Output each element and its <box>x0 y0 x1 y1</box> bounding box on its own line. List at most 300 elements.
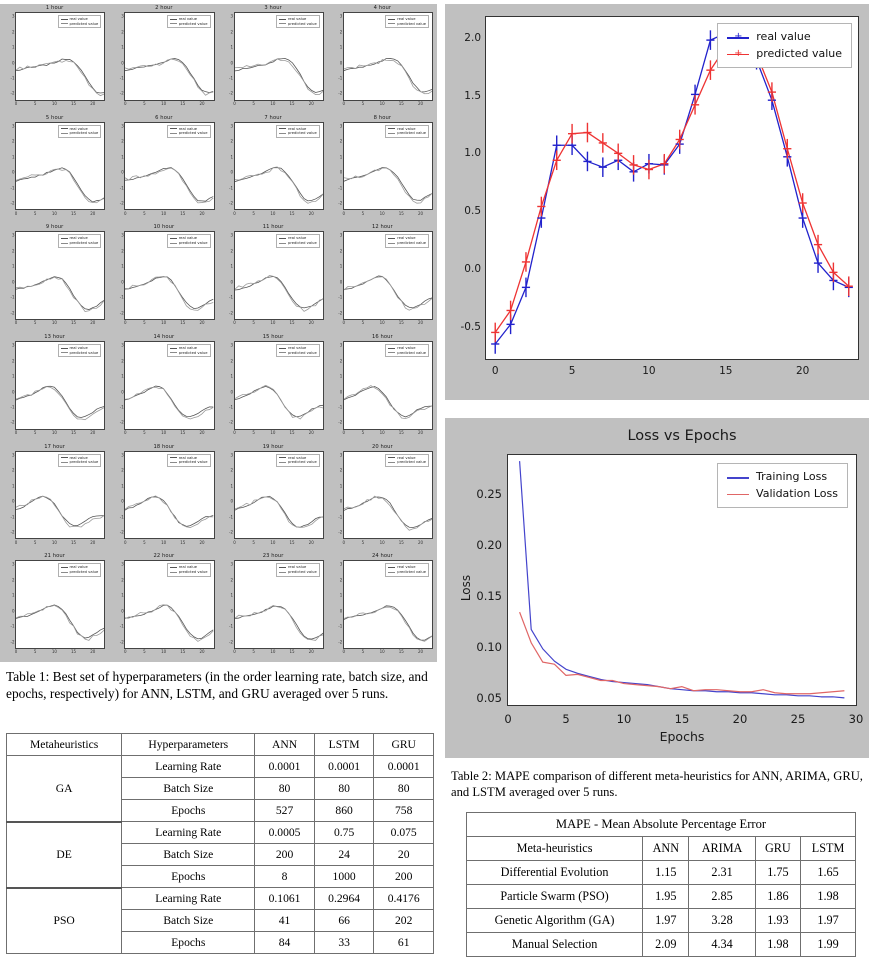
subplot-x-tick: 0 <box>342 101 346 107</box>
table1-row <box>7 822 434 844</box>
table1-cell: 80 <box>374 778 434 800</box>
subplot-x-tick: 20 <box>308 649 314 655</box>
subplot-x-tick: 10 <box>270 539 276 545</box>
subplot-x-tick: 20 <box>308 430 314 436</box>
subplot-x-tick: 20 <box>199 101 205 107</box>
subplot-x-tick: 20 <box>308 539 314 545</box>
subplot-legend-label: real value <box>397 236 416 241</box>
subplot-y-tick: 1 <box>230 483 233 489</box>
subplot-x-tick: 0 <box>233 539 236 545</box>
subplot-x-tick: 20 <box>199 649 205 655</box>
subplot-legend-entry <box>170 131 208 136</box>
table2-cell: 1.65 <box>801 861 856 885</box>
table2-cell: 1.86 <box>755 885 800 909</box>
table1-cell: Epochs <box>122 866 255 888</box>
subplot-legend-label: predicted value <box>69 350 99 355</box>
table1-cell: 0.4176 <box>374 888 434 910</box>
subplot-y-tick: 0 <box>230 60 233 66</box>
subplot-legend <box>167 15 211 28</box>
subplot-y-tick: -2 <box>10 529 15 535</box>
table1-cell: 80 <box>255 778 315 800</box>
predicted-value-line-swatch <box>61 23 68 24</box>
subplot-x-tick: 0 <box>14 320 18 326</box>
real-value-line-swatch <box>61 567 68 568</box>
table2-header-cell: LSTM <box>801 837 856 861</box>
subplot-y-tick: 2 <box>11 29 15 35</box>
legend-label-training-loss: Training Loss <box>756 470 828 483</box>
subplot-x-tick: 5 <box>252 320 255 326</box>
subplot-legend-entry <box>388 570 426 575</box>
table1-cell: Batch Size <box>122 778 255 800</box>
subplot-legend-label: real value <box>69 17 88 21</box>
predicted-value-line-swatch <box>388 23 395 24</box>
subplot-legend-label: real value <box>178 455 197 460</box>
subplot-legend <box>58 344 102 357</box>
table1-cell: Epochs <box>122 800 255 822</box>
subplot-y-tick: -1 <box>119 623 124 629</box>
subplot-title: 14 hour <box>153 333 175 340</box>
subplot-x-tick: 10 <box>51 649 57 655</box>
subplot-y-tick: -1 <box>119 294 124 300</box>
loss-chart-x-tick: 15 <box>674 712 690 726</box>
subplot-y-tick: 2 <box>121 138 124 144</box>
subplot-title: 8 hour <box>373 114 392 121</box>
subplot-title: 16 hour <box>371 333 393 340</box>
subplot-legend-label: predicted value <box>397 240 426 245</box>
subplot-y-tick: 2 <box>230 248 233 254</box>
subplot-y-tick: 3 <box>11 342 15 348</box>
subplot-panel <box>0 443 109 553</box>
real-value-line-swatch <box>170 238 177 239</box>
subplot-x-tick: 0 <box>14 649 18 655</box>
subplot-panel <box>109 114 218 224</box>
real-value-line-swatch <box>279 19 286 20</box>
subplot-y-tick: 2 <box>339 248 343 254</box>
subplot-plot-area <box>119 122 214 216</box>
subplot-y-tick: 0 <box>11 608 15 614</box>
subplot-y-tick: -2 <box>229 90 233 96</box>
subplot-title: 3 hour <box>264 5 282 11</box>
subplot-legend-label: real value <box>288 236 307 241</box>
subplot-x-tick: 15 <box>71 430 77 436</box>
subplot-legend-label: real value <box>288 455 307 460</box>
table2-cell: 4.34 <box>689 933 755 957</box>
table2-cell: Differential Evolution <box>467 861 643 885</box>
subplot-x-tick: 20 <box>417 101 424 107</box>
table1-cell: 200 <box>374 866 434 888</box>
table1-cell: Batch Size <box>122 844 255 866</box>
table2-cell: 1.99 <box>801 933 856 957</box>
loss-chart-x-tick: 5 <box>562 712 570 726</box>
subplot-x-tick: 5 <box>33 649 37 655</box>
subplot-x-tick: 0 <box>342 320 346 326</box>
subplot-x-tick: 15 <box>398 649 404 655</box>
subplot-y-tick: 3 <box>230 232 233 238</box>
subplot-y-tick: 1 <box>11 44 15 50</box>
subplot-legend-label: predicted value <box>288 240 317 245</box>
real-value-line-swatch <box>388 19 395 20</box>
subplot-x-tick: 5 <box>252 649 255 655</box>
subplot-y-tick: -1 <box>119 514 124 520</box>
subplot-plot-area <box>229 122 324 216</box>
real-value-line-swatch <box>279 238 286 239</box>
subplot-x-tick: 5 <box>252 430 255 436</box>
predicted-value-line-swatch <box>170 462 177 463</box>
subplot-legend <box>385 454 429 467</box>
table1-cell: 860 <box>314 800 374 822</box>
subplot-x-tick: 0 <box>342 210 346 216</box>
subplot-x-tick: 0 <box>123 430 127 436</box>
table1-header-row <box>7 734 434 756</box>
subplot-y-tick: -2 <box>10 419 15 425</box>
subplot-y-tick: 1 <box>339 154 343 160</box>
subplot-x-tick: 15 <box>398 430 404 436</box>
subplot-y-tick: -1 <box>119 404 124 410</box>
subplot-legend <box>385 125 429 138</box>
predicted-value-line-swatch <box>61 462 68 463</box>
subplot-x-tick: 20 <box>417 430 424 436</box>
subplot-y-tick: 3 <box>230 123 233 129</box>
subplot-x-tick: 0 <box>233 430 236 436</box>
subplot-x-tick: 5 <box>361 210 365 216</box>
subplot-panel <box>328 333 437 443</box>
subplot-y-tick: -1 <box>229 294 233 300</box>
predicted-value-line-swatch <box>170 572 177 573</box>
subplot-x-tick: 10 <box>161 210 167 216</box>
subplot-legend <box>276 344 320 357</box>
subplot-x-tick: 15 <box>71 101 77 107</box>
loss-chart-x-tick: 25 <box>790 712 806 726</box>
subplot-y-tick: 2 <box>230 577 233 583</box>
subplot-x-tick: 5 <box>361 101 365 107</box>
table2-row <box>467 861 856 885</box>
table1-group-cell: PSO <box>7 888 122 954</box>
loss-vs-epochs-chart <box>445 418 869 758</box>
predicted-value-line-swatch <box>279 133 286 134</box>
subplot-y-tick: 3 <box>11 232 15 238</box>
subplot-x-tick: 15 <box>180 320 186 326</box>
table2-cell: 1.95 <box>643 885 689 909</box>
subplot-legend-label: predicted value <box>178 569 208 574</box>
loss-chart-y-axis-label: Loss <box>459 574 474 602</box>
subplot-legend-label: predicted value <box>69 131 99 136</box>
validation-loss-line-swatch <box>727 489 749 499</box>
predicted-value-line-swatch: + <box>727 49 749 59</box>
subplot-legend-label: predicted value <box>69 569 99 574</box>
legend-label-validation-loss: Validation Loss <box>756 486 838 500</box>
subplot-legend-label: real value <box>69 236 88 241</box>
subplot-y-tick: -1 <box>10 75 15 81</box>
subplot-x-tick: 5 <box>33 430 37 436</box>
subplot-legend-entry <box>170 351 208 356</box>
table2-cell: 2.31 <box>689 861 755 885</box>
subplot-panel <box>219 443 328 553</box>
predicted-value-line-swatch <box>61 352 68 353</box>
table1-cell: Learning Rate <box>122 756 255 778</box>
subplot-legend-entry <box>170 241 208 246</box>
real-value-line-swatch <box>61 19 68 20</box>
subplot-y-tick: 2 <box>230 467 233 473</box>
predicted-value-line-swatch <box>388 243 395 244</box>
table2-header-cell: Meta-heuristics <box>467 837 643 861</box>
table1-cell: 20 <box>374 844 434 866</box>
subplot-panel <box>109 443 218 553</box>
subplot-y-tick: 1 <box>230 44 233 50</box>
subplot-y-tick: -1 <box>10 294 15 300</box>
subplot-plot-area <box>10 122 105 216</box>
subplot-legend-label: real value <box>397 565 416 570</box>
subplot-legend <box>58 15 102 28</box>
subplot-x-tick: 5 <box>33 210 37 216</box>
subplot-panel <box>0 552 109 662</box>
table1-header-cell: GRU <box>374 734 434 756</box>
subplot-legend-entry <box>388 131 426 136</box>
subplot-y-tick: 1 <box>11 592 15 598</box>
subplot-y-tick: -1 <box>338 514 343 520</box>
subplot-y-tick: -2 <box>119 310 124 316</box>
subplot-x-tick: 20 <box>90 539 96 545</box>
subplot-legend <box>276 234 320 247</box>
subplot-y-tick: 1 <box>121 44 124 50</box>
subplot-y-tick: -1 <box>119 185 124 191</box>
subplot-y-tick: 3 <box>339 13 343 19</box>
real-value-line-swatch <box>170 457 177 458</box>
subplot-x-tick: 10 <box>161 649 167 655</box>
subplot-title: 22 hour <box>153 553 175 560</box>
main-chart-y-tick: 1.5 <box>464 89 481 102</box>
loss-chart-y-tick: 0.10 <box>476 639 502 654</box>
predicted-value-line-swatch <box>388 462 395 463</box>
subplot-legend-entry <box>279 351 317 356</box>
table1-cell: 200 <box>255 844 315 866</box>
subplot-x-tick: 20 <box>308 320 314 326</box>
subplot-x-tick: 10 <box>270 210 276 216</box>
table1-cell: 0.0001 <box>374 756 434 778</box>
subplot-x-tick: 20 <box>90 320 96 326</box>
subplot-y-tick: -2 <box>338 639 343 645</box>
subplot-y-tick: -2 <box>229 529 233 535</box>
table2-cell: 1.98 <box>755 933 800 957</box>
subplot-y-tick: 3 <box>230 561 233 567</box>
subplot-legend-label: predicted value <box>288 131 317 136</box>
subplot-y-tick: -1 <box>229 75 233 81</box>
main-chart-y-tick: 1.0 <box>464 147 481 160</box>
table1-cell: 0.0005 <box>255 822 315 844</box>
table2-cell: 1.15 <box>643 861 689 885</box>
table1-cell: 80 <box>314 778 374 800</box>
subplot-x-tick: 10 <box>161 539 167 545</box>
subplot-x-tick: 20 <box>90 210 96 216</box>
subplot-panel <box>328 114 437 224</box>
subplot-y-tick: 0 <box>230 389 233 394</box>
table1-cell: 84 <box>255 932 315 954</box>
subplot-legend-label: real value <box>288 345 307 350</box>
subplot-x-tick: 5 <box>33 320 37 326</box>
subplot-legend-entry <box>61 241 99 246</box>
real-value-line-swatch <box>61 128 68 129</box>
subplot-title: 10 hour <box>153 224 175 231</box>
subplot-title: 6 hour <box>155 114 173 121</box>
subplot-title: 18 hour <box>153 443 175 450</box>
loss-chart-y-tick: 0.20 <box>476 537 502 552</box>
subplot-legend-label: real value <box>288 126 307 131</box>
table1-cell: 202 <box>374 910 434 932</box>
predicted-value-line-swatch <box>388 352 395 353</box>
subplot-x-tick: 20 <box>199 430 205 436</box>
subplot-x-tick: 15 <box>289 430 295 436</box>
subplot-y-tick: -1 <box>338 185 343 191</box>
subplot-y-tick: -2 <box>338 419 343 425</box>
table1-cell: 61 <box>374 932 434 954</box>
subplot-panel <box>328 4 437 114</box>
subplot-x-tick: 15 <box>71 539 77 545</box>
subplot-x-tick: 5 <box>143 101 146 107</box>
table2-cell: 1.97 <box>643 909 689 933</box>
subplot-y-tick: 3 <box>121 13 124 19</box>
table1-header-cell: Hyperparameters <box>122 734 255 756</box>
main-chart-plot-area <box>460 16 859 377</box>
subplot-title: 9 hour <box>45 224 64 231</box>
table1-cell: 0.0001 <box>314 756 374 778</box>
main-chart-legend <box>717 23 852 68</box>
table1-header-cell: Metaheuristics <box>7 734 122 756</box>
subplot-x-tick: 20 <box>308 210 314 216</box>
subplot-y-tick: -1 <box>10 185 15 191</box>
table1-row <box>7 756 434 778</box>
subplot-y-tick: 1 <box>11 154 15 160</box>
subplot-title: 24 hour <box>371 553 393 560</box>
subplot-legend <box>167 563 211 576</box>
loss-chart-y-tick: 0.25 <box>476 486 502 501</box>
subplot-y-tick: 2 <box>121 467 124 473</box>
predicted-value-line-swatch <box>388 133 395 134</box>
subplot-panel <box>0 114 109 224</box>
subplot-x-tick: 10 <box>379 649 385 655</box>
subplot-x-tick: 15 <box>71 649 77 655</box>
subplot-y-tick: -1 <box>338 75 343 81</box>
subplot-y-tick: -1 <box>229 514 233 520</box>
subplot-y-tick: 3 <box>121 232 124 238</box>
subplot-y-tick: 1 <box>230 373 233 379</box>
subplot-y-tick: 0 <box>230 608 233 614</box>
subplot-legend-entry <box>170 570 208 575</box>
subplot-x-tick: 10 <box>379 539 385 545</box>
table1-group-cell: DE <box>7 822 122 888</box>
table1-hyperparameters <box>6 733 434 954</box>
subplot-y-tick: 3 <box>230 13 233 19</box>
subplot-x-tick: 0 <box>14 430 18 436</box>
subplot-x-tick: 15 <box>398 539 404 545</box>
loss-chart-legend <box>717 463 848 508</box>
predicted-value-line-swatch <box>61 243 68 244</box>
subplot-x-tick: 5 <box>252 210 255 216</box>
table1-cell: 0.0001 <box>255 756 315 778</box>
subplot-legend-label: real value <box>178 236 197 241</box>
subplot-plot-area <box>10 231 105 326</box>
subplot-y-tick: -2 <box>119 529 124 535</box>
main-chart-x-tick: 20 <box>795 365 810 377</box>
subplot-legend-entry <box>279 570 317 575</box>
table1-cell: 41 <box>255 910 315 932</box>
subplot-legend-label: real value <box>69 126 88 131</box>
subplot-x-tick: 15 <box>289 101 295 107</box>
subplot-plot-area <box>10 12 105 107</box>
subplot-y-tick: -2 <box>119 90 124 96</box>
subplot-y-tick: 2 <box>11 248 15 254</box>
subplot-y-tick: 2 <box>339 577 343 583</box>
subplot-y-tick: -1 <box>338 404 343 410</box>
real-value-line-swatch <box>61 238 68 239</box>
subplot-title: 19 hour <box>262 443 284 450</box>
subplot-title: 11 hour <box>262 224 284 231</box>
subplot-x-tick: 0 <box>233 320 236 326</box>
table1-cell: 0.75 <box>314 822 374 844</box>
subplot-legend-label: real value <box>178 17 197 21</box>
predicted-value-line-swatch <box>170 133 177 134</box>
table2-row <box>467 933 856 957</box>
table2-cell: 2.09 <box>643 933 689 957</box>
subplot-x-tick: 20 <box>90 430 96 436</box>
subplot-plot-area <box>229 12 324 107</box>
subplot-y-tick: 0 <box>230 279 233 285</box>
subplot-x-tick: 10 <box>270 101 276 107</box>
main-chart-y-tick: 0.0 <box>464 262 481 275</box>
subplot-legend-entry <box>279 241 317 246</box>
subplot-y-tick: 0 <box>230 169 233 175</box>
subplot-panel <box>0 333 109 443</box>
subplot-y-tick: 0 <box>11 389 15 394</box>
main-chart-lines <box>486 17 858 359</box>
subplot-legend-entry <box>388 22 426 27</box>
subplot-legend-label: predicted value <box>178 240 208 245</box>
subplot-x-tick: 0 <box>123 101 127 107</box>
loss-chart-x-tick: 30 <box>848 712 864 726</box>
subplot-y-tick: 2 <box>121 358 124 364</box>
loss-chart-y-tick: 0.15 <box>476 588 502 603</box>
subplot-plot-area <box>338 231 433 326</box>
subplot-plot-area <box>229 341 324 436</box>
subplot-panel <box>219 552 328 662</box>
subplot-y-tick: -1 <box>10 404 15 410</box>
table2-caption: Table 2: MAPE comparison of different meta-heuristics for ANN, ARIMA, GRU, and LSTM averaged over 5 runs. <box>451 769 863 800</box>
real-value-line-swatch <box>61 457 68 458</box>
subplot-y-tick: -2 <box>338 529 343 535</box>
real-value-line-swatch <box>61 348 68 349</box>
table2-row <box>467 909 856 933</box>
subplot-y-tick: -1 <box>338 623 343 629</box>
subplot-legend-entry <box>388 460 426 465</box>
subplot-x-tick: 20 <box>199 539 205 545</box>
subplot-x-tick: 15 <box>71 210 77 216</box>
table1-cell: Batch Size <box>122 910 255 932</box>
subplot-y-tick: 0 <box>339 389 343 394</box>
hourly-forecast-subplot-grid <box>0 4 437 662</box>
subplot-y-tick: -2 <box>338 310 343 316</box>
real-value-line-swatch: + <box>727 32 749 42</box>
subplot-x-tick: 10 <box>270 430 276 436</box>
subplot-y-tick: -1 <box>229 185 233 191</box>
subplot-legend <box>276 563 320 576</box>
subplot-plot-area <box>338 122 433 216</box>
subplot-panel <box>219 333 328 443</box>
table2-cell: Genetic Algorithm (GA) <box>467 909 643 933</box>
real-value-line-swatch <box>170 567 177 568</box>
legend-label-real: real value <box>756 30 811 43</box>
table1-cell: 1000 <box>314 866 374 888</box>
table2-cell: 1.75 <box>755 861 800 885</box>
subplot-x-tick: 10 <box>51 320 57 326</box>
subplot-x-tick: 10 <box>270 320 276 326</box>
